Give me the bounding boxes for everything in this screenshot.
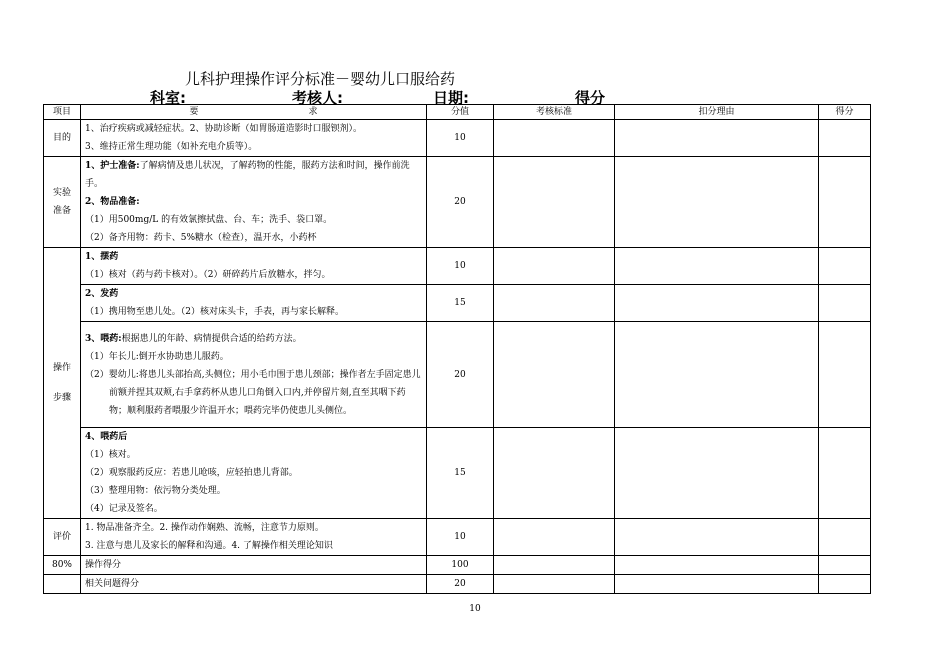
related-criteria-cell[interactable] (494, 575, 615, 594)
total-score-cell[interactable] (819, 556, 871, 575)
evaluation-score-cell[interactable] (819, 519, 871, 556)
prep-points: 20 (427, 157, 494, 248)
feed-points: 20 (427, 322, 494, 428)
prep-category-1: 实验 (52, 188, 71, 198)
item-prep-line-1: （1）用500mg/L 的有效氯擦拭盘、台、车；洗手、袋口罩。 (85, 215, 333, 225)
header-requirement-1: 要 (189, 106, 199, 117)
feed-line-1: （1）年长儿:倒开水协助患儿服药。 (85, 351, 229, 362)
purpose-line-1: 1、治疗疾病或减轻症状。2、协助诊断（如胃肠道造影时口服钡剂）。 (85, 124, 362, 134)
arrange-requirement (81, 248, 427, 285)
nurse-prep-label: 1、护士准备: (85, 161, 140, 171)
purpose-score-cell[interactable] (819, 120, 871, 157)
feed-requirement (81, 322, 427, 428)
feed-score-cell[interactable] (819, 322, 871, 428)
total-points: 100 (427, 556, 494, 575)
header-deduction: 扣分理由 (615, 105, 819, 120)
after-requirement (81, 428, 427, 519)
steps-category-2: 步骤 (52, 393, 71, 403)
header-score: 得分 (819, 105, 871, 120)
prep-category-2: 准备 (52, 206, 71, 216)
steps-category-1: 操作 (52, 363, 71, 373)
after-line-3: （3）整理用物：依污物分类处理。 (85, 486, 226, 496)
purpose-deduction-cell[interactable] (615, 120, 819, 157)
evaluation-line-1: 1. 物品准备齐全。2. 操作动作娴熟、流畅，注意节力原则。 (85, 523, 324, 533)
purpose-category: 目的 (44, 120, 81, 157)
related-deduction-cell[interactable] (615, 575, 819, 594)
arrange-score-cell[interactable] (819, 248, 871, 285)
evaluation-requirement (81, 519, 427, 556)
after-line-4: （4）记录及签名。 (85, 504, 163, 514)
header-points: 分值 (427, 105, 494, 120)
table-row (44, 157, 871, 248)
dispense-requirement (81, 285, 427, 322)
header-item: 项目 (44, 105, 81, 120)
feed-title-text: 根据患儿的年龄、病情提供合适的给药方法。 (121, 333, 302, 344)
item-prep-label: 2、物品准备: (85, 197, 140, 207)
arrange-title: 1、摆药 (85, 252, 119, 262)
related-label: 相关问题得分 (81, 575, 427, 594)
score-label: 得分 (575, 89, 606, 107)
after-deduction-cell[interactable] (615, 428, 819, 519)
after-score-cell[interactable] (819, 428, 871, 519)
feed-line-2: （2）婴幼儿:将患儿头部抬高,头侧位；用小毛巾围于患儿颈部；操作者左手固定患儿前额并捏其双颊,右手拿药杯从患儿口角倒入口内,并停留片刻,直至其咽下药物；顺利服药者喂服少许温开水；喂药完毕仍使患儿头侧位。 (85, 369, 421, 416)
related-category (44, 575, 81, 594)
table-row (44, 120, 871, 157)
arrange-points: 10 (427, 248, 494, 285)
evaluation-category: 评价 (44, 519, 81, 556)
item-prep-line-2: （2）备齐用物：药卡、5%糖水（检查），温开水，小药杯 (85, 233, 317, 243)
table-row (44, 285, 871, 322)
after-title: 4、喂药后 (85, 432, 128, 442)
prep-criteria-cell[interactable] (494, 157, 615, 248)
arrange-line-1: （1）核对（药与药卡核对）。（2）研碎药片后放糖水，拌匀。 (85, 270, 331, 280)
dispense-title: 2、发药 (85, 289, 119, 299)
purpose-criteria-cell[interactable] (494, 120, 615, 157)
arrange-criteria-cell[interactable] (494, 248, 615, 285)
prep-category (44, 157, 81, 248)
total-deduction-cell[interactable] (615, 556, 819, 575)
after-points: 15 (427, 428, 494, 519)
table-row (44, 519, 871, 556)
after-criteria-cell[interactable] (494, 428, 615, 519)
evaluation-line-2: 3. 注意与患儿及家长的解释和沟通。4. 了解操作相关理论知识 (85, 541, 333, 551)
header-requirement (81, 105, 427, 120)
prep-score-cell[interactable] (819, 157, 871, 248)
evaluation-criteria-cell[interactable] (494, 519, 615, 556)
table-header-row (44, 105, 871, 120)
table-row (44, 248, 871, 285)
dispense-criteria-cell[interactable] (494, 285, 615, 322)
dispense-score-cell[interactable] (819, 285, 871, 322)
score-table (43, 104, 871, 594)
table-row (44, 428, 871, 519)
dispense-line-1: （1）携用物至患儿处。（2）核对床头卡，手表，再与家长解释。 (85, 307, 344, 317)
evaluation-deduction-cell[interactable] (615, 519, 819, 556)
department-label: 科室: (150, 89, 186, 107)
after-line-2: （2）观察服药反应：若患儿呛咳，应轻拍患儿背部。 (85, 468, 298, 478)
total-criteria-cell[interactable] (494, 556, 615, 575)
feed-criteria-cell[interactable] (494, 322, 615, 428)
dispense-points: 15 (427, 285, 494, 322)
total-category: 80% (44, 556, 81, 575)
feed-deduction-cell[interactable] (615, 322, 819, 428)
table-row (44, 575, 871, 594)
after-line-1: （1）核对。 (85, 450, 136, 460)
examiner-label: 考核人: (292, 89, 343, 107)
total-label: 操作得分 (81, 556, 427, 575)
header-criteria: 考核标准 (494, 105, 615, 120)
prep-deduction-cell[interactable] (615, 157, 819, 248)
steps-category (44, 248, 81, 519)
nurse-prep-text: 了解病情及患儿状况，了解药物的性能，服药方法和时间，操作前洗手。 (85, 161, 410, 189)
feed-title: 3、喂药: (85, 333, 122, 344)
related-score-cell[interactable] (819, 575, 871, 594)
document-title: 儿科护理操作评分标准－婴幼儿口服给药 (184, 70, 455, 88)
table-row (44, 556, 871, 575)
prep-requirement (81, 157, 427, 248)
date-label: 日期: (433, 89, 469, 107)
purpose-requirement (81, 120, 427, 157)
related-points: 20 (427, 575, 494, 594)
header-requirement-2: 求 (308, 106, 318, 117)
arrange-deduction-cell[interactable] (615, 248, 819, 285)
page-number: 10 (469, 604, 481, 614)
evaluation-points: 10 (427, 519, 494, 556)
purpose-points: 10 (427, 120, 494, 157)
table-row (44, 322, 871, 428)
purpose-line-2: 3、维持正常生理功能（如补充电介质等）。 (85, 142, 258, 152)
dispense-deduction-cell[interactable] (615, 285, 819, 322)
